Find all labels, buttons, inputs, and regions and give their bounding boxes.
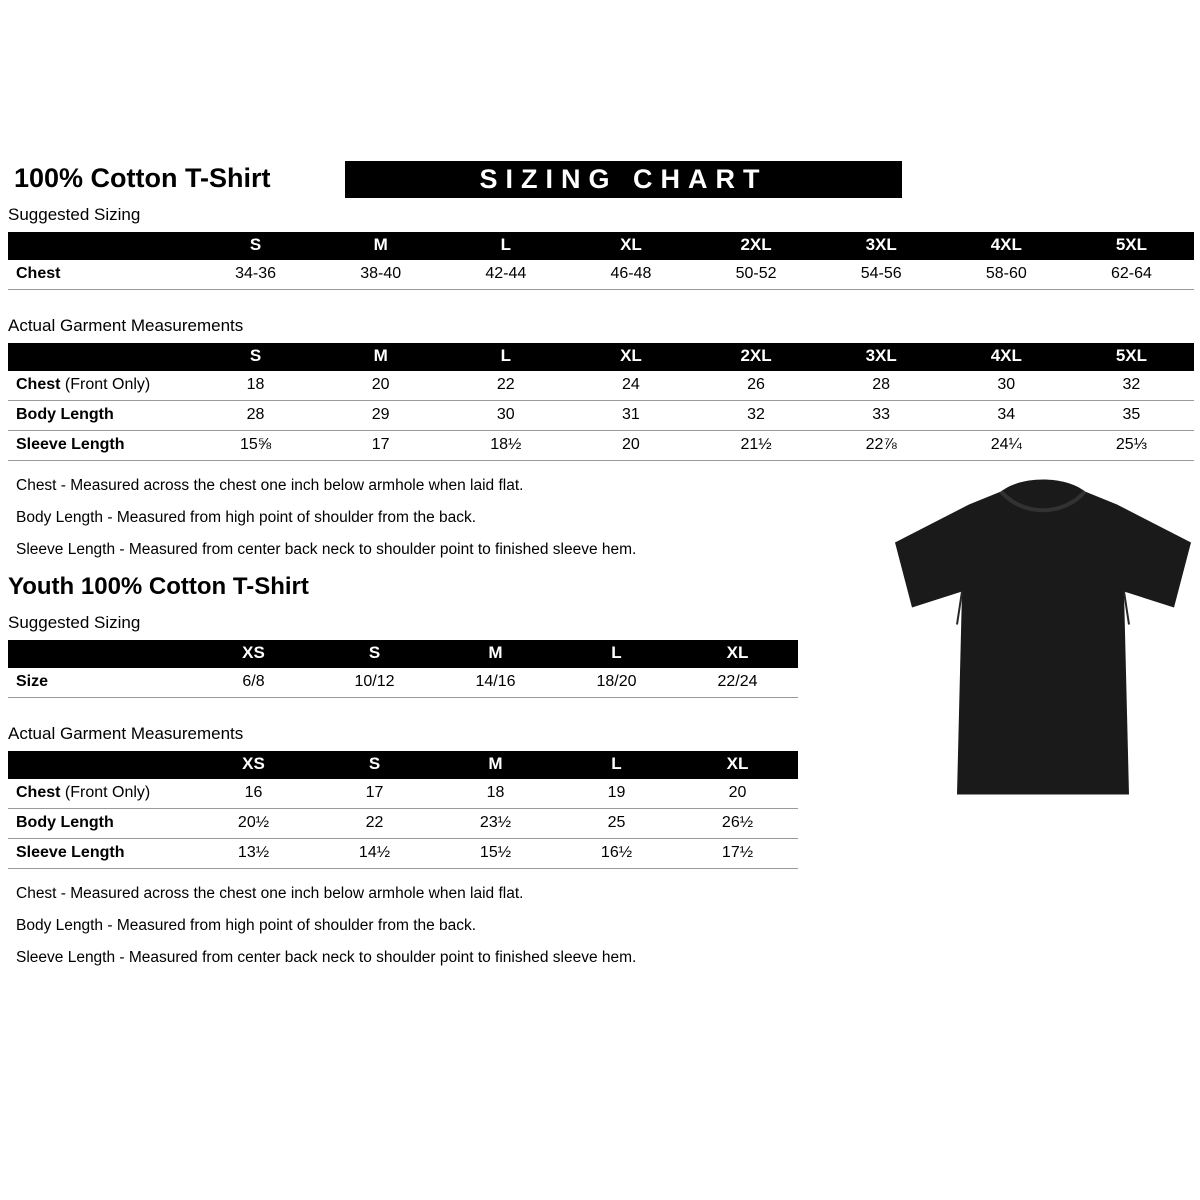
row-label (8, 809, 193, 839)
measurement-value: 15⅝ (193, 431, 318, 461)
row-label-text: Sleeve Length (16, 844, 125, 861)
size-column-header: 5XL (1069, 232, 1194, 260)
measurement-value: 30 (443, 401, 568, 431)
measurement-value: 35 (1069, 401, 1194, 431)
size-column-header: 2XL (694, 232, 819, 260)
measurement-value: 14/16 (435, 668, 556, 698)
note-chest: Chest - Measured across the chest one inch below armhole when laid flat. (16, 885, 524, 902)
size-column-header: 4XL (944, 343, 1069, 371)
measurement-value: 26 (694, 371, 819, 401)
size-header-spacer (8, 640, 193, 668)
adult-actual-label: Actual Garment Measurements (8, 316, 244, 335)
size-column-header: XL (568, 232, 693, 260)
row-label: Chest (Front Only) (8, 779, 193, 809)
measurement-value: 19 (556, 779, 677, 809)
size-column-header: XL (568, 343, 693, 371)
row-label (8, 401, 193, 431)
measurement-value: 21½ (694, 431, 819, 461)
size-header-spacer (8, 343, 193, 371)
measurement-value: 13½ (193, 839, 314, 869)
note-sleeve-length: Sleeve Length - Measured from center back neck to shoulder point to finished sleeve hem. (16, 949, 637, 966)
row-label-text: Body Length (16, 814, 114, 831)
size-column-header: M (435, 640, 556, 668)
measurement-value: 29 (318, 401, 443, 431)
size-column-header: M (435, 751, 556, 779)
measurement-value: 18/20 (556, 668, 677, 698)
size-column-header: 3XL (819, 343, 944, 371)
youth-garment-measurements-table (8, 751, 798, 869)
row-label-text: Size (16, 673, 49, 690)
measurement-value: 17 (318, 431, 443, 461)
size-column-header: L (443, 232, 568, 260)
measurement-value: 25⅓ (1069, 431, 1194, 461)
measurement-value: 28 (819, 371, 944, 401)
measurement-value: 6/8 (193, 668, 314, 698)
adult-suggested-label: Suggested Sizing (8, 205, 141, 224)
measurement-value: 16½ (556, 839, 677, 869)
size-column-header: 2XL (694, 343, 819, 371)
black-tshirt-image (893, 472, 1193, 817)
measurement-value: 34-36 (193, 260, 318, 290)
note-body-length: Body Length - Measured from high point of shoulder from the back. (16, 509, 477, 526)
measurement-value: 54-56 (819, 260, 944, 290)
size-column-header: M (318, 232, 443, 260)
measurement-value: 31 (568, 401, 693, 431)
size-column-header: XL (677, 751, 798, 779)
row-label-text: Chest (16, 265, 61, 282)
sizing-chart-banner: SIZING CHART (345, 161, 902, 198)
measurement-value: 22/24 (677, 668, 798, 698)
size-column-header: S (314, 640, 435, 668)
row-label (8, 668, 193, 698)
measurement-value: 14½ (314, 839, 435, 869)
adult-title: 100% Cotton T-Shirt (14, 163, 271, 193)
size-column-header: S (193, 232, 318, 260)
measurement-value: 62-64 (1069, 260, 1194, 290)
size-column-header: XS (193, 640, 314, 668)
size-column-header: 4XL (944, 232, 1069, 260)
size-column-header: S (314, 751, 435, 779)
measurement-value: 18 (193, 371, 318, 401)
youth-suggested-sizing-table (8, 640, 798, 698)
measurement-value: 18½ (443, 431, 568, 461)
row-label (8, 431, 193, 461)
measurement-value: 25 (556, 809, 677, 839)
measurement-value: 58-60 (944, 260, 1069, 290)
measurement-value: 16 (193, 779, 314, 809)
youth-suggested-label: Suggested Sizing (8, 613, 141, 632)
measurement-value: 24¼ (944, 431, 1069, 461)
measurement-value: 24 (568, 371, 693, 401)
note-chest: Chest - Measured across the chest one inch below armhole when laid flat. (16, 477, 524, 494)
measurement-value: 20 (677, 779, 798, 809)
measurement-value: 38-40 (318, 260, 443, 290)
measurement-value: 28 (193, 401, 318, 431)
measurement-value: 10/12 (314, 668, 435, 698)
row-label-text: Chest (16, 784, 61, 801)
measurement-value: 18 (435, 779, 556, 809)
measurement-value: 22⅞ (819, 431, 944, 461)
size-column-header: L (443, 343, 568, 371)
adult-header-row (8, 163, 1192, 198)
measurement-value: 46-48 (568, 260, 693, 290)
measurement-value: 26½ (677, 809, 798, 839)
row-label-text: Sleeve Length (16, 436, 125, 453)
size-column-header: XS (193, 751, 314, 779)
measurement-value: 22 (314, 809, 435, 839)
row-label-text: Body Length (16, 406, 114, 423)
youth-measurement-notes (16, 885, 1192, 967)
note-body-length: Body Length - Measured from high point of shoulder from the back. (16, 917, 477, 934)
note-sleeve-length: Sleeve Length - Measured from center back neck to shoulder point to finished sleeve hem. (16, 541, 637, 558)
measurement-value: 33 (819, 401, 944, 431)
size-header-spacer (8, 751, 193, 779)
measurement-value: 50-52 (694, 260, 819, 290)
size-column-header: XL (677, 640, 798, 668)
size-column-header: S (193, 343, 318, 371)
adult-suggested-sizing-table (8, 232, 1194, 290)
youth-title: Youth 100% Cotton T-Shirt (8, 573, 309, 600)
size-column-header: L (556, 640, 677, 668)
measurement-value: 32 (694, 401, 819, 431)
row-label (8, 839, 193, 869)
measurement-value: 32 (1069, 371, 1194, 401)
measurement-value: 15½ (435, 839, 556, 869)
size-column-header: M (318, 343, 443, 371)
size-column-header: L (556, 751, 677, 779)
measurement-value: 20 (318, 371, 443, 401)
row-label-text: Chest (16, 376, 61, 393)
measurement-value: 23½ (435, 809, 556, 839)
row-label: Chest (Front Only) (8, 371, 193, 401)
measurement-value: 17½ (677, 839, 798, 869)
youth-actual-label: Actual Garment Measurements (8, 724, 244, 743)
measurement-value: 20½ (193, 809, 314, 839)
measurement-value: 20 (568, 431, 693, 461)
size-column-header: 5XL (1069, 343, 1194, 371)
measurement-value: 42-44 (443, 260, 568, 290)
measurement-value: 17 (314, 779, 435, 809)
size-column-header: 3XL (819, 232, 944, 260)
size-header-spacer (8, 232, 193, 260)
adult-garment-measurements-table (8, 343, 1194, 461)
measurement-value: 22 (443, 371, 568, 401)
row-label (8, 260, 193, 290)
measurement-value: 30 (944, 371, 1069, 401)
measurement-value: 34 (944, 401, 1069, 431)
tshirt-silhouette-icon (893, 472, 1193, 817)
